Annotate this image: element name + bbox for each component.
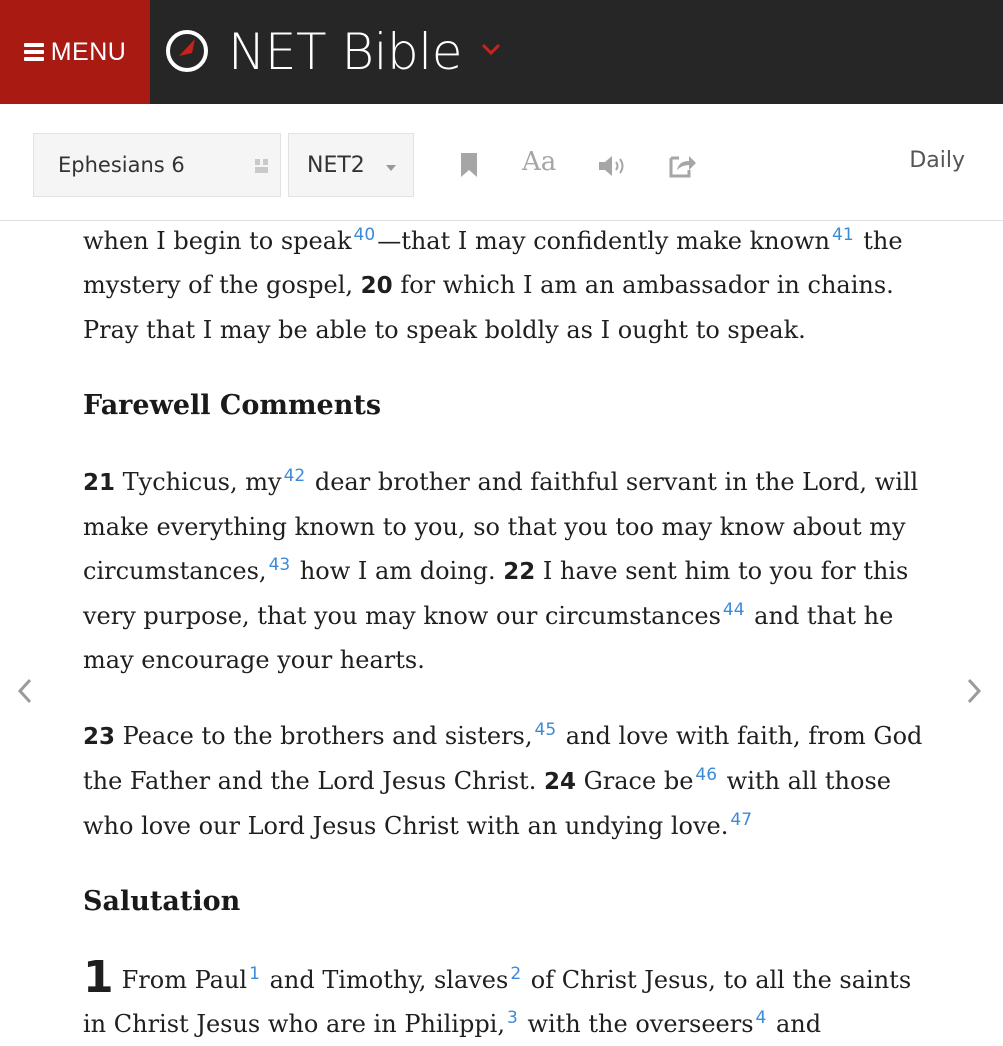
font-size-icon[interactable]: Aa xyxy=(522,147,557,177)
footnote-link[interactable]: 1 xyxy=(249,964,260,984)
menu-button[interactable] xyxy=(0,0,150,104)
net-bible-logo-icon[interactable] xyxy=(165,29,209,73)
toolbar xyxy=(0,104,1003,221)
chevron-down-icon[interactable] xyxy=(480,42,502,56)
paragraph xyxy=(83,460,923,682)
footnote-link[interactable]: 3 xyxy=(506,1008,518,1028)
bookmark-icon[interactable] xyxy=(459,152,479,178)
verse-text: Peace to the brothers and sisters, xyxy=(115,722,533,750)
hamburger-icon xyxy=(24,40,44,64)
footnote-link[interactable]: 2 xyxy=(510,964,522,984)
audio-speaker-icon[interactable] xyxy=(597,154,627,178)
verse-text: Tychicus, my xyxy=(115,468,282,496)
verse-text: for which I am an ambassador in chains. Pray that I may be able to speak boldly as I ought to speak. xyxy=(83,271,894,344)
footnote-link[interactable]: 47 xyxy=(730,810,753,830)
verse-text: the mystery of the gospel, xyxy=(83,227,903,299)
footnote-link[interactable]: 43 xyxy=(268,555,291,575)
verse-number: 23 xyxy=(83,724,116,750)
brand-title[interactable]: NET Bible xyxy=(228,23,462,81)
dropdown-caret-icon xyxy=(386,165,396,171)
verse-text: and that he may encourage your hearts. xyxy=(83,602,894,674)
verse-text: with all those who love our Lord Jesus Christ with an undying love. xyxy=(83,767,891,840)
book-chapter-label: Ephesians 6 xyxy=(58,153,185,177)
verse-number: 20 xyxy=(360,273,393,299)
chapter-number: 1 xyxy=(83,952,114,1003)
verse-text: I have sent him to you for this very purpose, that you may know our circumstances xyxy=(83,557,909,630)
menu-label: MENU xyxy=(50,37,127,66)
book-grid-icon xyxy=(254,158,270,174)
verse-number: 22 xyxy=(503,559,536,585)
section-heading: Salutation xyxy=(83,886,241,917)
previous-chapter-arrow-icon[interactable] xyxy=(14,676,36,706)
verse-number: 21 xyxy=(83,470,116,496)
verse-text: —that I may confidently make known xyxy=(377,227,831,255)
footnote-link[interactable]: 40 xyxy=(353,225,376,245)
verse-text: of Christ Jesus, to all the saints in Christ Jesus who are in Philippi, xyxy=(83,966,912,1038)
section-heading: Farewell Comments xyxy=(83,390,382,421)
paragraph xyxy=(83,219,923,352)
verse-text: From Paul xyxy=(121,966,248,994)
verse-text: dear brother and faithful servant in the Lord, will make everything known to you, so that you too may know about my circumstances, xyxy=(83,468,919,585)
footnote-link[interactable]: 44 xyxy=(722,600,745,620)
passage-text xyxy=(83,219,923,1046)
share-icon[interactable] xyxy=(669,152,697,178)
version-selector[interactable] xyxy=(288,133,414,197)
footnote-link[interactable]: 46 xyxy=(695,765,718,785)
verse-text: how I am doing. xyxy=(292,557,504,585)
verse-text: with the overseers xyxy=(519,1010,754,1038)
daily-link[interactable]: Daily xyxy=(909,148,965,173)
next-chapter-arrow-icon[interactable] xyxy=(963,676,985,706)
verse-text: and xyxy=(768,1010,822,1038)
footnote-link[interactable]: 41 xyxy=(832,225,854,245)
top-bar xyxy=(0,0,1003,104)
footnote-link[interactable]: 42 xyxy=(283,466,306,486)
version-label: NET2 xyxy=(307,152,365,178)
paragraph xyxy=(83,952,923,1046)
verse-text: when I begin to speak xyxy=(83,227,352,255)
verse-text: and love with faith, from God the Father and the Lord Jesus Christ. xyxy=(83,722,923,795)
verse-number: 24 xyxy=(543,769,576,795)
verse-text: Grace be xyxy=(575,767,694,795)
footnote-link[interactable]: 4 xyxy=(755,1008,767,1028)
paragraph xyxy=(83,714,923,848)
verse-text: and Timothy, slaves xyxy=(261,966,509,994)
footnote-link[interactable]: 45 xyxy=(534,720,557,740)
book-chapter-selector[interactable] xyxy=(33,133,281,197)
